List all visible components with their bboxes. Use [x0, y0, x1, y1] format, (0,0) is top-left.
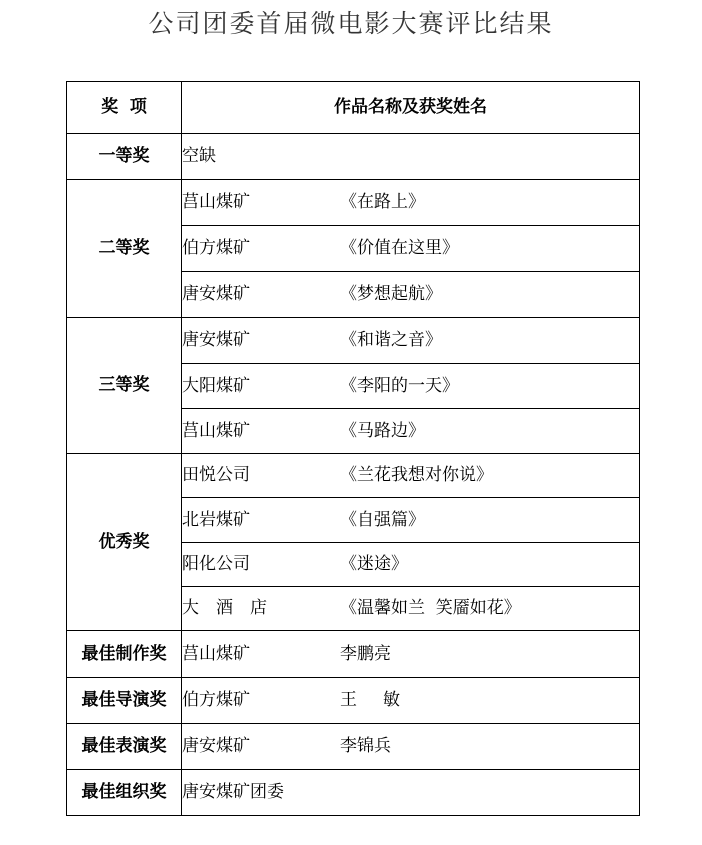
entry-cell [182, 678, 640, 724]
award-third: 三等奖 [67, 318, 182, 454]
first-prize-note: 空缺 [182, 134, 640, 180]
entry-unit [182, 600, 340, 617]
unit-char: 大 [182, 598, 199, 618]
award-best-organization: 最佳组织奖 [67, 770, 182, 816]
table-row [67, 180, 640, 226]
table-row [67, 631, 640, 678]
entry-cell [182, 272, 640, 318]
header-award: 奖 项 [67, 82, 182, 134]
entry-title: 《价值在这里》 [340, 238, 459, 258]
entry-person: 李鹏亮 [340, 643, 391, 664]
table-row [67, 454, 640, 498]
entry-cell [182, 587, 640, 631]
award-first: 一等奖 [67, 134, 182, 180]
entry-title: 《马路边》 [340, 420, 425, 441]
award-excellence: 优秀奖 [67, 454, 182, 631]
entry-unit: 唐安煤矿团委 [182, 770, 640, 816]
award-best-performance: 最佳表演奖 [67, 724, 182, 770]
entry-unit: 伯方煤矿 [182, 238, 250, 258]
entry-title: 《李阳的一天》 [340, 375, 459, 396]
entry-unit: 田悦公司 [182, 465, 250, 485]
entry-unit: 唐安煤矿 [182, 330, 250, 350]
entry-unit: 阳化公司 [182, 554, 250, 574]
entry-title: 《兰花我想对你说》 [340, 465, 493, 485]
entry-cell [182, 409, 640, 454]
entry-cell [182, 498, 640, 543]
table-row [67, 770, 640, 816]
entry-cell [182, 543, 640, 587]
table-row [67, 678, 640, 724]
table-row [67, 134, 640, 180]
entry-unit: 莒山煤矿 [182, 420, 250, 441]
table-row [67, 318, 640, 364]
entry-cell [182, 226, 640, 272]
entry-unit: 北岩煤矿 [182, 509, 250, 530]
entry-title: 《在路上》 [340, 192, 425, 212]
entry-unit: 唐安煤矿 [182, 736, 250, 756]
person-char: 敏 [383, 690, 400, 710]
entry-title: 《自强篇》 [340, 509, 425, 530]
entry-cell [182, 454, 640, 498]
entry-cell [182, 724, 640, 770]
entry-unit: 大阳煤矿 [182, 375, 250, 396]
entry-title: 《和谐之音》 [340, 330, 442, 350]
entry-title: 《迷途》 [340, 554, 408, 574]
entry-unit: 莒山煤矿 [182, 192, 250, 212]
award-second: 二等奖 [67, 180, 182, 318]
entry-title: 《温馨如兰 笑靥如花》 [340, 598, 521, 618]
unit-char: 酒 [216, 598, 233, 618]
entry-person: 李锦兵 [340, 736, 391, 756]
entry-cell [182, 180, 640, 226]
entry-cell [182, 364, 640, 409]
award-best-director: 最佳导演奖 [67, 678, 182, 724]
entry-unit: 伯方煤矿 [182, 690, 250, 710]
person-char: 王 [340, 690, 357, 710]
entry-cell [182, 631, 640, 678]
entry-unit: 莒山煤矿 [182, 643, 250, 664]
header-row [67, 82, 640, 134]
unit-char: 店 [250, 598, 267, 618]
entry-title: 《梦想起航》 [340, 284, 442, 304]
document-title: 公司团委首届微电影大赛评比结果 [148, 9, 554, 38]
award-best-production: 最佳制作奖 [67, 631, 182, 678]
entry-unit: 唐安煤矿 [182, 284, 250, 304]
awards-table [66, 81, 640, 816]
entry-person [340, 690, 400, 710]
table-row [67, 724, 640, 770]
entry-cell [182, 318, 640, 364]
header-work: 作品名称及获奖姓名 [182, 82, 640, 134]
